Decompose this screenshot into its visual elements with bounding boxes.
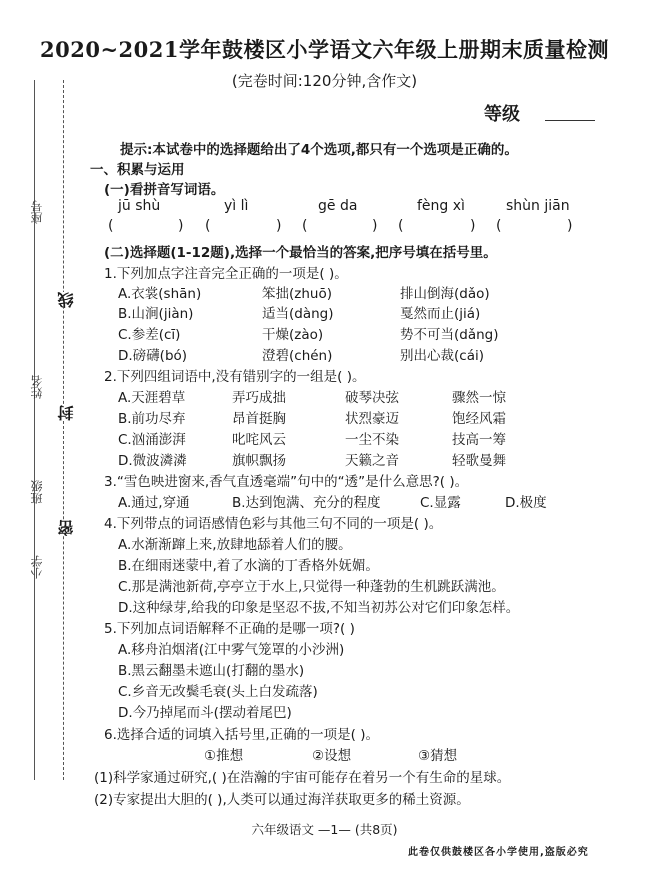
binding-line xyxy=(34,80,35,780)
q5-option-c: C.乡音无改鬓毛衰(头上白发疏落) xyxy=(118,684,318,700)
q1-a-2: 笨拙(zhuō) xyxy=(262,286,332,302)
pinyin-1: jū shù xyxy=(118,198,161,214)
grade-label: 等级 xyxy=(484,104,520,125)
grade-blank[interactable] xyxy=(545,120,595,121)
q5-option-d: D.今乃掉尾而斗(摆动着尾巴) xyxy=(118,705,292,721)
q2-c-4: 技高一筹 xyxy=(452,432,506,448)
cut-dashed-line xyxy=(63,80,64,780)
q2-d-4: 轻歌曼舞 xyxy=(452,453,506,469)
line-mark: 线 xyxy=(57,292,76,308)
q4-option-d: D.这种绿芽,给我的印象是坚忍不拔,不知当初苏公对它们印象怎样。 xyxy=(118,600,520,616)
part2-heading: (二)选择题(1-12题),选择一个最恰当的答案,把序号填在括号里。 xyxy=(104,245,497,261)
q5-option-a: A.移舟泊烟渚(江中雾气笼罩的小沙洲) xyxy=(118,642,345,658)
q2-d-1: D.微波潾潾 xyxy=(118,453,187,469)
q1-d-2: 澄碧(chén) xyxy=(262,348,333,364)
q3-option-a: A.通过,穿通 xyxy=(118,495,190,511)
q4-stem: 4.下列带点的词语感情色彩与其他三句不同的一项是( )。 xyxy=(104,516,443,532)
exam-title: 2020~2021学年鼓楼区小学语文六年级上册期末质量检测 xyxy=(40,37,609,62)
q3-stem: 3.“雪色映进窗来,香气直透毫端”句中的“透”是什么意思?( )。 xyxy=(104,474,469,490)
pinyin-4: fèng xì xyxy=(417,198,465,214)
pinyin-2: yì lì xyxy=(224,198,249,214)
q2-stem: 2.下列四组词语中,没有错别字的一组是( )。 xyxy=(104,369,366,385)
q1-c-3: 势不可当(dǎng) xyxy=(400,327,499,343)
answer-box-2-close: ) xyxy=(276,218,282,234)
notice-text: 提示:本试卷中的选择题给出了4个选项,都只有一个选项是正确的。 xyxy=(120,142,518,158)
q4-option-c: C.那是满池新荷,亭亭立于水上,只觉得一种蓬勃的生机跳跃满池。 xyxy=(118,579,505,595)
answer-box-5-open[interactable]: ( xyxy=(496,218,502,234)
seat-label: 座号 xyxy=(30,200,44,224)
answer-box-3-open[interactable]: ( xyxy=(302,218,308,234)
copyright-note: 此卷仅供鼓楼区各小学使用,盗版必究 xyxy=(408,847,589,858)
q2-c-3: 一尘不染 xyxy=(345,432,399,448)
name-label: 姓名 xyxy=(30,375,44,399)
pinyin-3: gē da xyxy=(318,198,358,214)
q2-c-1: C.汹涌澎湃 xyxy=(118,432,186,448)
pinyin-5: shùn jiān xyxy=(506,198,570,214)
q6-choice-3: ③猜想 xyxy=(418,748,458,764)
q2-b-2: 昂首挺胸 xyxy=(232,411,286,427)
q6-item-2: (2)专家提出大胆的( ),人类可以通过海洋获取更多的稀土资源。 xyxy=(94,792,470,808)
answer-box-1-open[interactable]: ( xyxy=(108,218,114,234)
answer-box-4-close: ) xyxy=(470,218,476,234)
q1-a-1: A.衣裳(shān) xyxy=(118,286,202,302)
secret-mark: 密 xyxy=(57,520,76,536)
q6-item-1: (1)科学家通过研究,( )在浩瀚的宇宙可能存在着另一个有生命的星球。 xyxy=(94,770,511,786)
answer-box-4-open[interactable]: ( xyxy=(398,218,404,234)
answer-box-3-close: ) xyxy=(372,218,378,234)
q1-b-2: 适当(dàng) xyxy=(262,306,334,322)
section-heading: 一、积累与运用 xyxy=(90,162,185,178)
class-label: 班级 xyxy=(30,480,44,504)
q4-option-b: B.在细雨迷蒙中,着了水滴的丁香格外妩媚。 xyxy=(118,558,379,574)
answer-box-5-close: ) xyxy=(567,218,573,234)
answer-box-1-close: ) xyxy=(178,218,184,234)
q2-a-1: A.天涯碧草 xyxy=(118,390,186,406)
q2-d-2: 旗帜飘扬 xyxy=(232,453,286,469)
school-label: 小学 xyxy=(30,555,44,579)
part1-heading: (一)看拼音写词语。 xyxy=(104,182,225,198)
q6-choice-2: ②设想 xyxy=(312,748,352,764)
q2-c-2: 叱咤风云 xyxy=(232,432,286,448)
q1-stem: 1.下列加点字注音完全正确的一项是( )。 xyxy=(104,266,348,282)
q3-option-c: C.显露 xyxy=(420,495,461,511)
q3-option-d: D.极度 xyxy=(505,495,547,511)
q2-a-3: 破琴决弦 xyxy=(345,390,399,406)
q1-c-1: C.参差(cī) xyxy=(118,327,181,343)
q2-b-1: B.前功尽弃 xyxy=(118,411,186,427)
q1-b-1: B.山涧(jiàn) xyxy=(118,306,194,322)
page-footer: 六年级语文 —1— (共8页) xyxy=(251,822,398,837)
q6-stem: 6.选择合适的词填入括号里,正确的一项是( )。 xyxy=(104,727,379,743)
answer-box-2-open[interactable]: ( xyxy=(205,218,211,234)
seal-mark: 封 xyxy=(57,405,76,421)
q2-b-4: 饱经风霜 xyxy=(452,411,506,427)
q3-option-b: B.达到饱满、充分的程度 xyxy=(232,495,381,511)
q4-option-a: A.水渐渐蹿上来,放肆地舔着人们的腰。 xyxy=(118,537,352,553)
q5-option-b: B.黑云翻墨未遮山(打翻的墨水) xyxy=(118,663,305,679)
q1-d-3: 别出心裁(cái) xyxy=(400,348,484,364)
q2-d-3: 天籁之音 xyxy=(345,453,399,469)
q1-b-3: 戛然而止(jiá) xyxy=(400,306,481,322)
q2-b-3: 状烈豪迈 xyxy=(345,411,399,427)
q1-a-3: 排山倒海(dǎo) xyxy=(400,286,490,302)
q1-d-1: D.磅礴(bó) xyxy=(118,348,188,364)
q5-stem: 5.下列加点词语解释不正确的是哪一项?( ) xyxy=(104,621,355,637)
q2-a-4: 骤然一惊 xyxy=(452,390,506,406)
exam-subtitle: (完卷时间:120分钟,含作文) xyxy=(231,72,418,90)
q1-c-2: 干燥(zào) xyxy=(262,327,324,343)
q6-choice-1: ①推想 xyxy=(204,748,244,764)
q2-a-2: 弄巧成拙 xyxy=(232,390,286,406)
